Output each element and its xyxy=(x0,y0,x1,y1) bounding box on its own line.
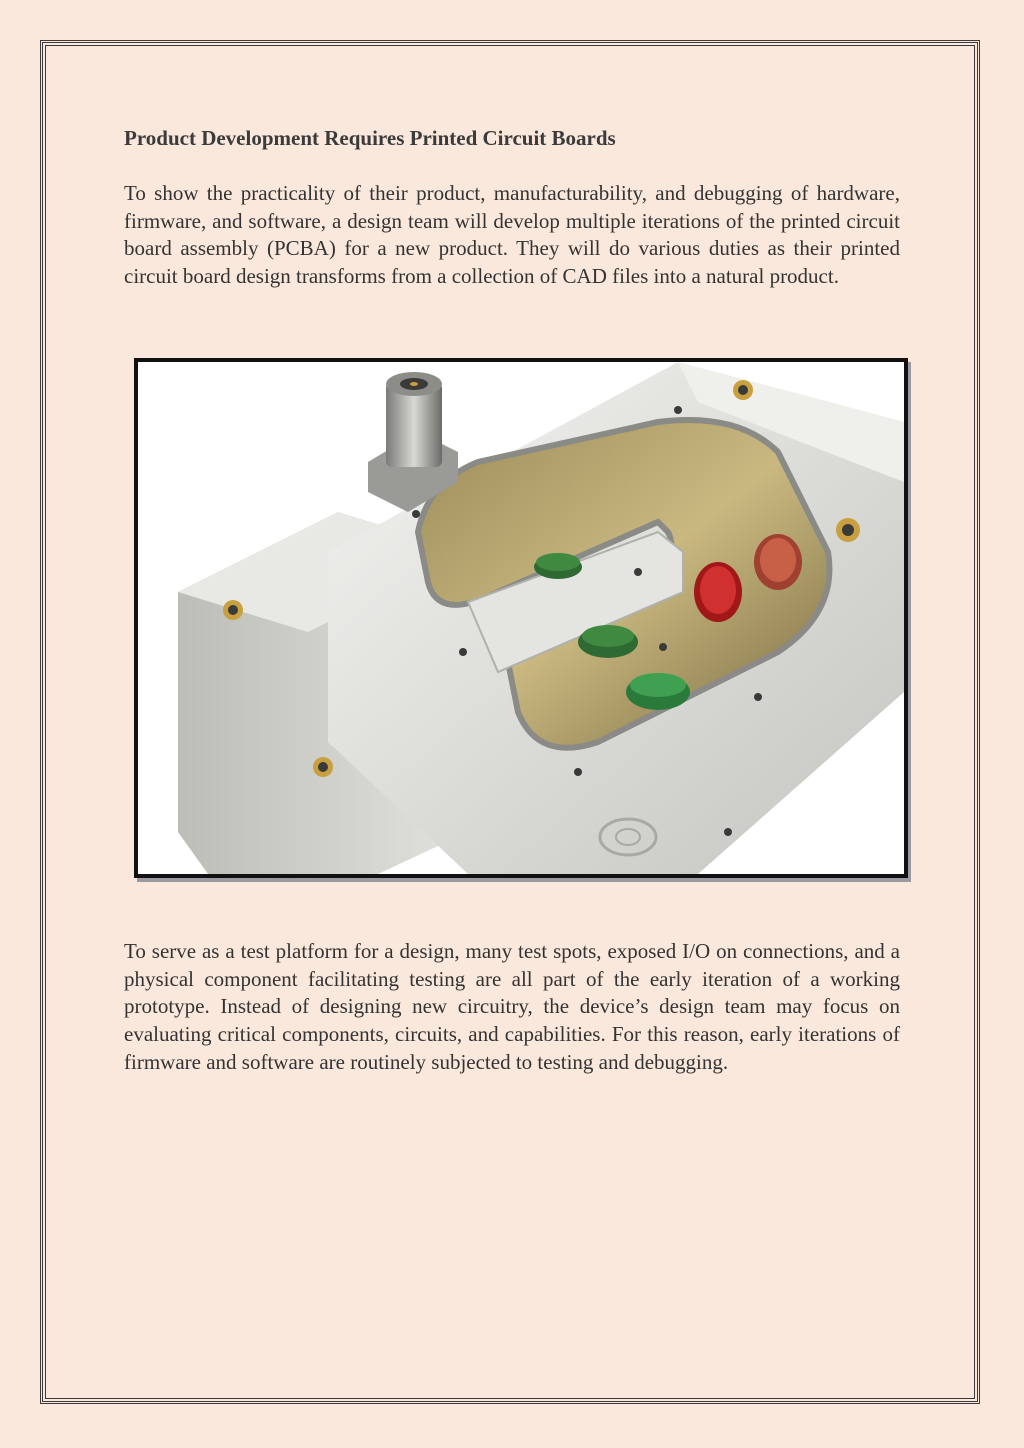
red-coil-1 xyxy=(694,562,742,622)
green-coil-2 xyxy=(578,625,638,658)
document-title: Product Development Requires Printed Circuit Boards xyxy=(124,126,616,150)
product-photo xyxy=(134,358,908,878)
red-coil-2 xyxy=(754,534,802,590)
pcb-housing-illustration xyxy=(138,362,904,874)
intro-paragraph: To show the practicality of their product, manufacturability, and debugging of hardware, firmware, and software, a design team will develop multiple iterations of the printed circuit board assembly (PCBA) for a new product. They will do various duties as their printed circuit board design transforms from a collection of CAD files into a natural product. xyxy=(124,181,900,289)
body-paragraph: To serve as a test platform for a design, many test spots, exposed I/O on connections, and a physical component facilitating testing are all part of the early iteration of a working prototype. Instead of designing new circuitry, the device’s design team may focus on evaluating critical components, circuits, and capabilities. For this reason, early iterations of firmware and software are routinely subjected to testing and debugging. xyxy=(124,939,900,1074)
green-coil-3 xyxy=(626,673,690,710)
green-coil-1 xyxy=(534,553,582,579)
